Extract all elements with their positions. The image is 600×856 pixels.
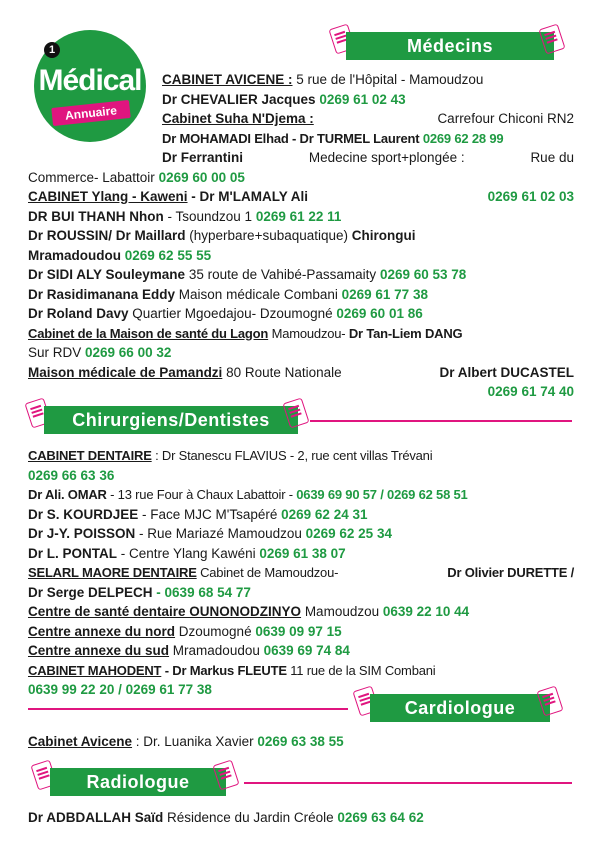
- phone-number[interactable]: 0269 60 00 05: [158, 169, 245, 185]
- phone-number[interactable]: 0269 62 25 34: [305, 526, 392, 541]
- list-item: Centre annexe du nord Dzoumogné 0639 09 97 15: [28, 623, 342, 639]
- list-item: Dr CHEVALIER Jacques 0269 61 02 43: [162, 91, 406, 107]
- list-item: Centre de santé dentaire OUNONODZINYO Mamoudzou 0639 22 10 44: [28, 604, 470, 619]
- list-item: CABINET DENTAIRE : Dr Stanescu FLAVIUS - 2, rue cent villas Trévani: [28, 448, 433, 463]
- phone-number[interactable]: 0269 66 63 36: [28, 467, 115, 483]
- section-title: Cardiologue: [370, 694, 550, 722]
- list-item: Dr SIDI ALY Souleymane 35 route de Vahibé-Passamaity 0269 60 53 78: [28, 267, 467, 282]
- phone-number[interactable]: 0269 61 02 43: [319, 91, 406, 107]
- logo-number: 1: [44, 42, 60, 58]
- phone-number[interactable]: 0269 62 55 55: [124, 247, 212, 263]
- section-title: Radiologue: [50, 768, 226, 796]
- phone-number[interactable]: 0269 60 01 86: [336, 306, 423, 321]
- list-item: Dr ROUSSIN/ Dr Maillard (hyperbare+subaquatique) Chirongui: [28, 228, 416, 243]
- phone-number[interactable]: 0269 60 53 78: [379, 267, 467, 282]
- list-item: Cabinet de la Maison de santé du Lagon Mamoudzou- Dr Tan-Liem DANG: [28, 325, 463, 341]
- divider: [244, 782, 572, 784]
- medecins-list-top: [162, 70, 574, 168]
- list-item: Maison médicale de Pamandzi 80 Route Nationale Dr Albert DUCASTEL: [28, 364, 574, 380]
- list-item: Sur RDV 0269 66 00 32: [28, 345, 172, 360]
- list-item: Dr Ferrantini Medecine sport+plongée : Rue du: [162, 150, 574, 165]
- phone-number[interactable]: 0639 22 10 44: [382, 604, 470, 619]
- list-item: Centre annexe du sud Mramadoudou 0639 69 74 84: [28, 643, 350, 658]
- cardiologue-list: [28, 732, 574, 752]
- section-title: Médecins: [346, 32, 554, 60]
- radiologue-list: [28, 808, 574, 828]
- list-item: Commerce- Labattoir 0269 60 00 05: [28, 169, 245, 185]
- medecins-list: [28, 168, 574, 402]
- phone-number[interactable]: 0639 69 90 57 / 0269 62 58 51: [296, 487, 468, 502]
- list-item: CABINET AVICENE : 5 rue de l'Hôpital - Mamoudzou: [162, 72, 484, 87]
- list-item: SELARL MAORE DENTAIRE Cabinet de Mamoudzou- Dr Olivier DURETTE /: [28, 565, 574, 580]
- section-title: Chirurgiens/Dentistes: [44, 406, 298, 434]
- section-header-chirurgiens: [0, 406, 600, 434]
- section-header-medecins: [0, 32, 600, 60]
- section-header-cardiologue: [0, 694, 600, 722]
- phone-number[interactable]: 0269 61 02 03: [487, 189, 574, 204]
- logo-title: Médical: [38, 64, 142, 97]
- list-item: Dr J-Y. POISSON - Rue Mariazé Mamoudzou 0269 62 25 34: [28, 526, 392, 541]
- phone-number[interactable]: 0269 61 38 07: [259, 545, 346, 561]
- list-item: Dr L. PONTAL - Centre Ylang Kawéni 0269 61 38 07: [28, 545, 346, 561]
- phone-number[interactable]: 0269 61 22 11: [255, 208, 342, 224]
- list-item: Cabinet Suha N'Djema : Carrefour Chiconi RN2: [162, 111, 574, 126]
- phone-number[interactable]: 0639 09 97 15: [255, 623, 342, 639]
- list-item: Dr MOHAMADI Elhad - Dr TURMEL Laurent 0269 62 28 99: [162, 130, 504, 146]
- list-item: Dr ADBDALLAH Saïd Résidence du Jardin Créole 0269 63 64 62: [28, 810, 424, 825]
- phone-number[interactable]: 0269 63 64 62: [337, 810, 424, 825]
- list-item: Dr Serge DELPECH - 0639 68 54 77: [28, 584, 251, 600]
- phone-number[interactable]: 0269 66 00 32: [85, 345, 172, 360]
- logo-subtitle: Annuaire: [51, 100, 130, 126]
- list-item: CABINET MAHODENT - Dr Markus FLEUTE 11 rue de la SIM Combani: [28, 662, 436, 678]
- list-item: DR BUI THANH Nhon - Tsoundzou 1 0269 61 22 11: [28, 208, 342, 224]
- section-header-radiologue: [0, 768, 600, 796]
- divider: [28, 708, 348, 710]
- list-item: Dr Rasidimanana Eddy Maison médicale Combani 0269 61 77 38: [28, 286, 428, 302]
- phone-number[interactable]: - 0639 68 54 77: [152, 584, 251, 600]
- list-item: [28, 466, 574, 486]
- phone-number[interactable]: 0269 62 24 31: [281, 506, 368, 522]
- chirurgiens-list: [28, 446, 574, 700]
- phone-number[interactable]: 0269 61 77 38: [341, 286, 428, 302]
- phone-number[interactable]: 0269 61 74 40: [487, 384, 574, 399]
- phone-number[interactable]: 0269 63 38 55: [257, 734, 344, 749]
- list-item: Dr S. KOURDJEE - Face MJC M'Tsapéré 0269 62 24 31: [28, 506, 368, 522]
- list-item: Dr Roland Davy Quartier Mgoedajou- Dzoumogné 0269 60 01 86: [28, 306, 423, 321]
- phone-number[interactable]: 0269 62 28 99: [422, 130, 504, 146]
- list-item: Cabinet Avicene : Dr. Luanika Xavier 0269 63 38 55: [28, 734, 344, 749]
- list-item: Mramadoudou 0269 62 55 55: [28, 247, 212, 263]
- list-item: CABINET Ylang - Kaweni - Dr M'LAMALY Ali 0269 61 02 03: [28, 187, 574, 207]
- phone-number[interactable]: 0639 99 22 20 / 0269 61 77 38: [28, 682, 212, 697]
- list-item: Dr Ali. OMAR - 13 rue Four à Chaux Labattoir - 0639 69 90 57 / 0269 62 58 51: [28, 487, 468, 502]
- phone-number[interactable]: 0639 69 74 84: [263, 643, 350, 658]
- divider: [310, 420, 572, 422]
